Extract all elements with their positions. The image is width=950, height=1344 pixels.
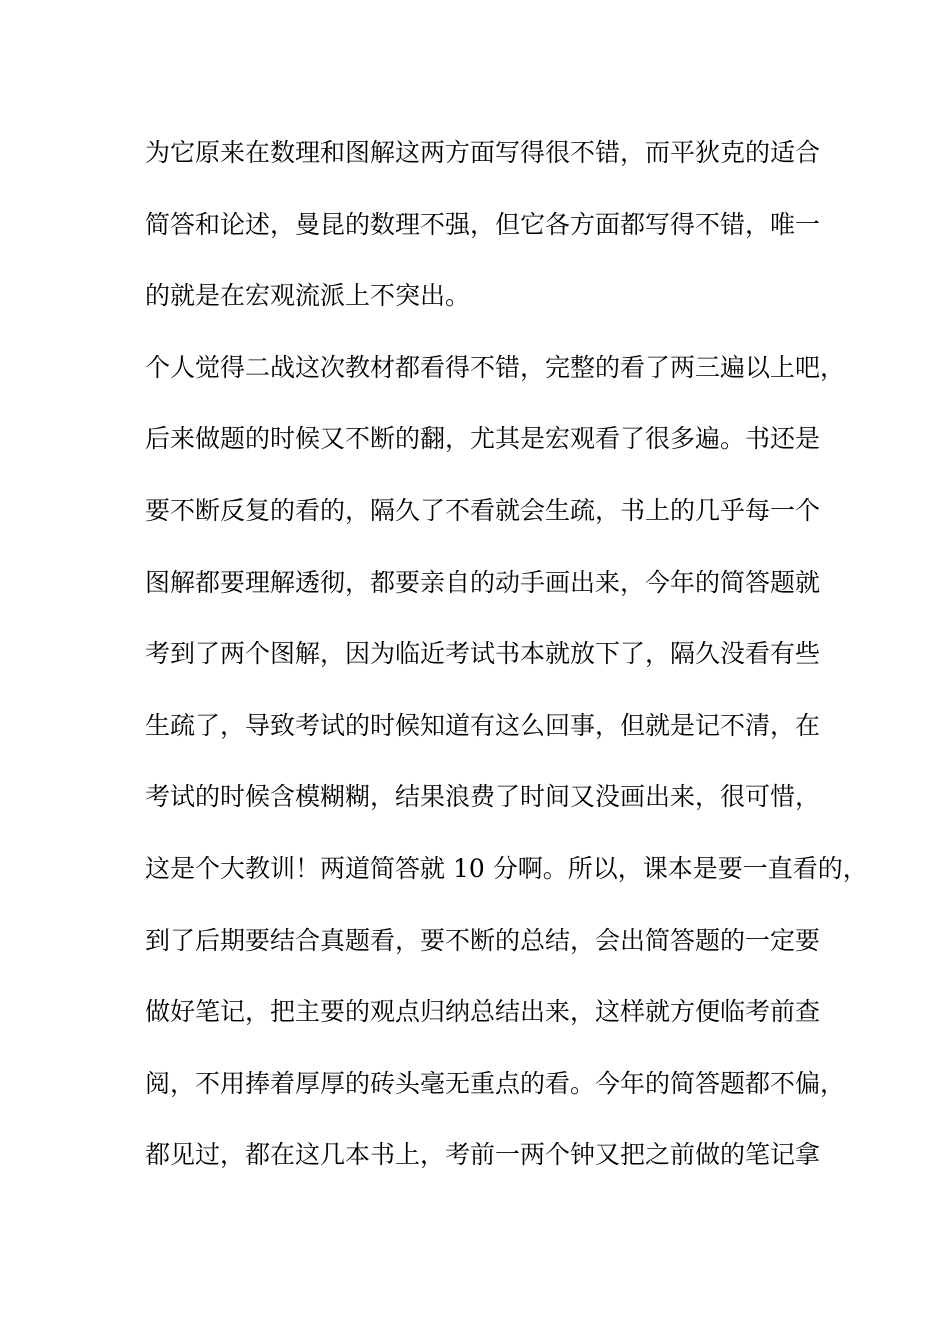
text-line: 都见过，都在这几本书上，考前一两个钟又把之前做的笔记拿: [145, 1140, 821, 1170]
text-line: 做好笔记，把主要的观点归纳总结出来，这样就方便临考前查: [145, 997, 821, 1027]
body-text: [145, 128, 868, 1202]
text-line: 后来做题的时候又不断的翻，尤其是宏观看了很多遍。书还是: [145, 424, 821, 454]
text-line: 个人觉得二战这次教材都看得不错，完整的看了两三遍以上吧，: [145, 352, 846, 382]
text-line: 阅，不用捧着厚厚的砖头毫无重点的看。今年的简答题都不偏，: [145, 1068, 846, 1098]
text-line: 这是个大教训！两道简答就 10 分啊。所以，课本是要一直看的，: [145, 853, 868, 883]
text-line: 的就是在宏观流派上不突出。: [145, 281, 471, 311]
text-line: 图解都要理解透彻，都要亲自的动手画出来，今年的简答题就: [145, 567, 821, 597]
text-line: 要不断反复的看的，隔久了不看就会生疏，书上的几乎每一个: [145, 495, 821, 525]
text-line: 考到了两个图解，因为临近考试书本就放下了，隔久没看有些: [145, 639, 821, 669]
text-line: 生疏了，导致考试的时候知道有这么回事，但就是记不清，在: [145, 710, 821, 740]
text-line: 考试的时候含模糊糊，结果浪费了时间又没画出来，很可惜，: [145, 782, 821, 812]
text-line: 为它原来在数理和图解这两方面写得很不错，而平狄克的适合: [145, 138, 821, 167]
text-line: 简答和论述，曼昆的数理不强，但它各方面都写得不错，唯一: [145, 209, 821, 239]
text-line: 到了后期要结合真题看，要不断的总结，会出简答题的一定要: [145, 925, 821, 955]
